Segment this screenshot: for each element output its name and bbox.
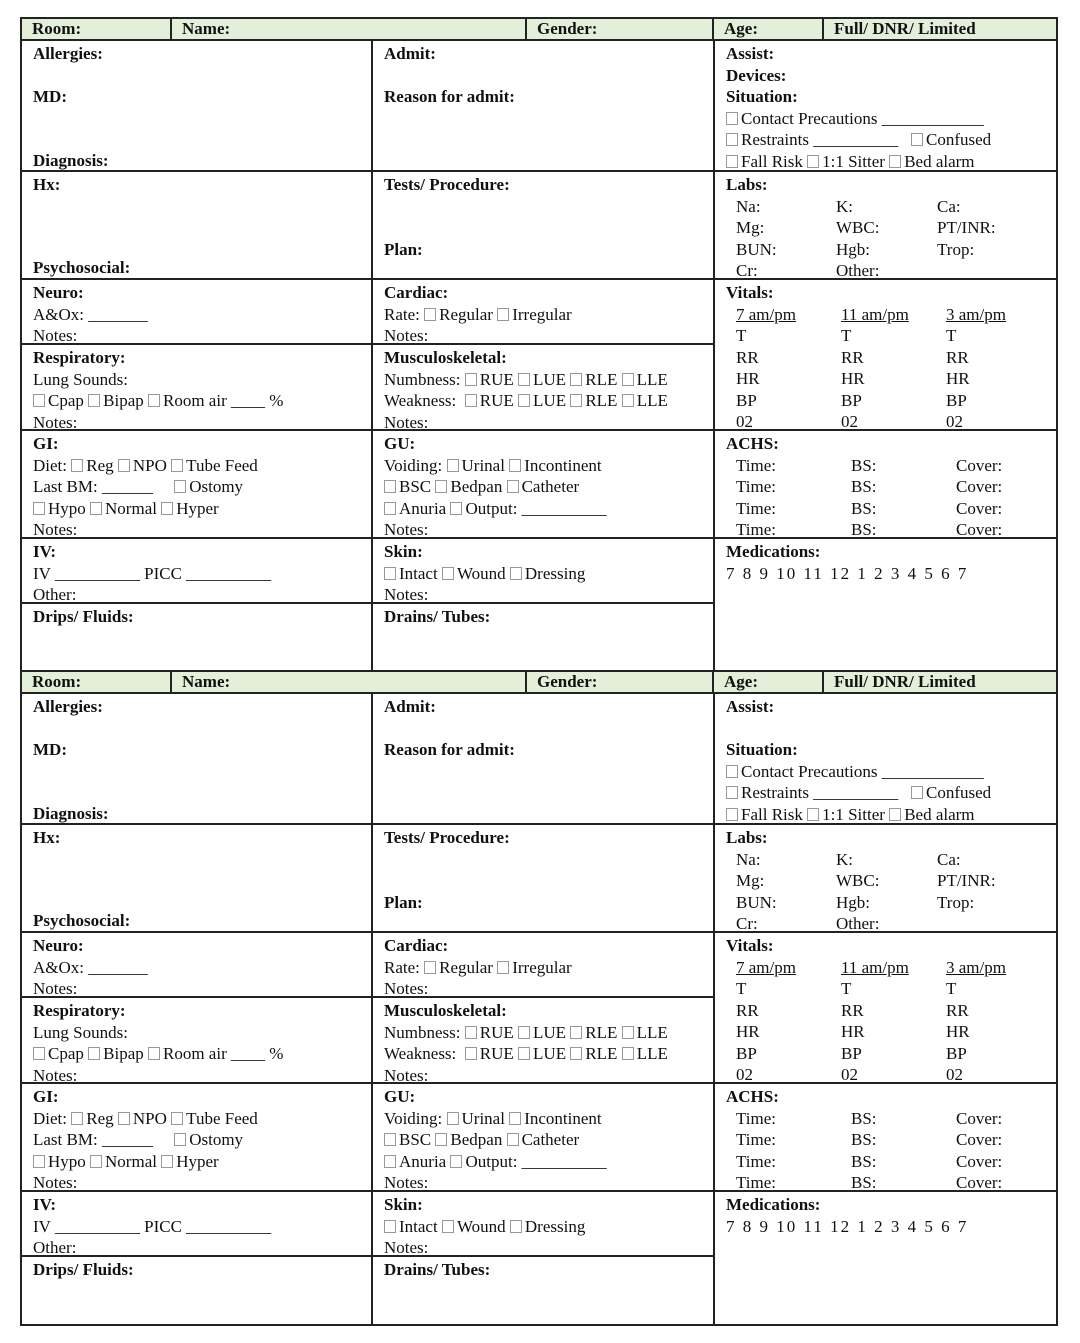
vital-time: 3 am/pm <box>946 957 1006 977</box>
checkbox[interactable] <box>384 567 396 580</box>
checkbox[interactable] <box>384 1133 396 1146</box>
lab-item: Hgb: <box>836 239 870 259</box>
vital-row: RR <box>946 347 969 367</box>
checkbox[interactable] <box>622 394 634 407</box>
neuro-cell[interactable] <box>22 933 373 998</box>
hx-label: Hx: <box>33 175 61 194</box>
devices-label <box>726 718 1056 740</box>
checkbox[interactable] <box>570 1047 582 1060</box>
checkbox[interactable] <box>465 1026 477 1039</box>
md-label: MD: <box>33 739 67 759</box>
musculoskeletal-cell[interactable]: Musculoskeletal: Numbness: RUE LUE RLE LLE Weakness: RUE LUE RLE LLE Notes: <box>373 345 715 431</box>
achs-label: ACHS: <box>726 434 779 453</box>
vital-row: 02 <box>736 1065 753 1084</box>
iv-other: Other: <box>33 1238 77 1257</box>
vitals-cell[interactable] <box>715 280 1056 431</box>
checkbox[interactable] <box>171 459 183 472</box>
lab-item: Ca: <box>937 849 961 869</box>
achs-cell[interactable] <box>715 431 1056 539</box>
neuro-notes: Notes: <box>33 326 78 345</box>
vital-row: HR <box>841 369 865 388</box>
lab-item: WBC: <box>836 871 880 890</box>
neuro-label: Neuro: <box>33 283 84 302</box>
devices-label: Devices: <box>726 65 787 85</box>
vital-row: 02 <box>736 412 753 431</box>
lab-item: Ca: <box>937 196 961 216</box>
skin-label: Skin: <box>384 542 423 561</box>
checkbox[interactable] <box>497 961 509 974</box>
checkbox[interactable] <box>726 786 738 799</box>
vital-row: BP <box>841 390 862 410</box>
checkbox[interactable] <box>435 1133 447 1146</box>
gi-cell[interactable]: GI: Diet: Reg NPO Tube Feed Last BM: ______ Ostomy Hypo Normal Hyper Notes: <box>22 1084 373 1192</box>
vital-row: HR <box>946 369 970 388</box>
labs-grid <box>726 849 1056 935</box>
vital-row: 02 <box>946 1065 963 1084</box>
drains-label: Drains/ Tubes: <box>384 607 491 626</box>
labs-cell[interactable] <box>715 172 1056 280</box>
achs-cover: Cover: <box>956 1130 1003 1149</box>
aox-field: A&Ox: _______ <box>33 957 148 977</box>
achs-grid <box>726 1108 1056 1194</box>
achs-cover: Cover: <box>956 520 1003 539</box>
gu-cell[interactable]: GU: Voiding: Urinal Incontinent BSC Bedpan Catheter Anuria Output: __________ Notes: <box>373 431 715 539</box>
achs-bs: BS: <box>851 477 877 496</box>
lab-item: K: <box>836 849 853 869</box>
lab-item: Trop: <box>937 239 975 259</box>
lung-sounds-label: Lung Sounds: <box>33 1022 128 1042</box>
vitals-label: Vitals: <box>726 936 774 955</box>
skin-notes: Notes: <box>384 585 429 604</box>
gender-field[interactable]: Gender: <box>527 19 714 39</box>
code-status-field[interactable]: Full/ DNR/ Limited <box>834 19 976 38</box>
respiratory-notes: Notes: <box>33 1065 78 1085</box>
achs-time: Time: <box>736 1108 777 1128</box>
tests-label: Tests/ Procedure: <box>384 828 510 847</box>
checkbox[interactable] <box>807 808 819 821</box>
vital-row: BP <box>736 1043 757 1063</box>
lab-item: PT/INR: <box>937 218 996 237</box>
vital-row: 02 <box>841 1065 858 1084</box>
cardiac-label: Cardiac: <box>384 283 449 302</box>
checkbox[interactable] <box>726 808 738 821</box>
gu-notes: Notes: <box>384 520 429 539</box>
checkbox[interactable] <box>384 1155 396 1168</box>
vitals-grid <box>726 304 1056 433</box>
checkbox[interactable] <box>911 786 923 799</box>
musculoskeletal-notes: Notes: <box>384 1065 429 1085</box>
checkbox[interactable] <box>518 1026 530 1039</box>
checkbox[interactable] <box>171 1112 183 1125</box>
checkbox[interactable] <box>71 1112 83 1125</box>
vital-time: 7 am/pm <box>736 957 796 977</box>
assist-label: Assist: <box>726 697 775 716</box>
checkbox[interactable] <box>148 1047 160 1060</box>
checkbox[interactable] <box>447 1112 459 1125</box>
achs-label: ACHS: <box>726 1087 779 1106</box>
neuro-notes: Notes: <box>33 979 78 998</box>
lab-item: K: <box>836 196 853 216</box>
checkbox[interactable] <box>174 1133 186 1146</box>
vital-row: T <box>946 326 957 345</box>
gender-field[interactable]: Gender: <box>527 672 714 692</box>
situation-cell[interactable]: Assist: Situation: Contact Precautions ____________ Restraints __________ Confused Fall Risk 1:1 Sitter Bed alarm <box>715 694 1056 825</box>
achs-cell[interactable] <box>715 1084 1056 1192</box>
respiratory-label: Respiratory: <box>33 1001 126 1020</box>
achs-bs: BS: <box>851 520 877 539</box>
vital-time: 7 am/pm <box>736 304 796 324</box>
checkbox[interactable] <box>465 373 477 386</box>
reason-label: Reason for admit: <box>384 739 515 759</box>
vital-row: RR <box>946 1000 969 1020</box>
vital-row: T <box>946 979 957 998</box>
cardiac-notes: Notes: <box>384 326 429 345</box>
age-field[interactable]: Age: <box>714 19 824 39</box>
checkbox[interactable] <box>118 459 130 472</box>
checkbox[interactable] <box>424 308 436 321</box>
situation-cell[interactable]: Assist: Devices: Situation: Contact Precautions ____________ Restraints __________ Confused Fall Risk 1:1 Sitter Bed alarm <box>715 41 1056 172</box>
vital-row: BP <box>946 1043 967 1063</box>
labs-cell[interactable] <box>715 825 1056 933</box>
musculoskeletal-notes: Notes: <box>384 412 429 432</box>
vital-row: HR <box>736 1022 760 1041</box>
achs-bs: BS: <box>851 1130 877 1149</box>
gu-label: GU: <box>384 1087 416 1106</box>
diagnosis-label: Diagnosis: <box>33 804 109 823</box>
musculoskeletal-cell[interactable]: Musculoskeletal: Numbness: RUE LUE RLE LLE Weakness: RUE LUE RLE LLE Notes: <box>373 998 715 1084</box>
checkbox[interactable] <box>510 1220 522 1233</box>
achs-time: Time: <box>736 520 777 539</box>
vital-time: 11 am/pm <box>841 304 909 324</box>
checkbox[interactable] <box>384 480 396 493</box>
skin-cell[interactable]: Skin: Intact Wound Dressing Notes: <box>373 539 715 604</box>
vital-row: T <box>841 326 852 345</box>
hx-cell[interactable] <box>22 825 373 933</box>
lab-item: Mg: <box>736 871 765 890</box>
lab-item: Cr: <box>736 914 758 933</box>
checkbox[interactable] <box>90 1155 102 1168</box>
achs-cover: Cover: <box>956 477 1003 496</box>
checkbox[interactable] <box>450 1155 462 1168</box>
drips-cell[interactable] <box>22 1257 373 1324</box>
age-field[interactable]: Age: <box>714 672 824 692</box>
iv-cell[interactable] <box>22 1192 373 1257</box>
checkbox[interactable] <box>33 1155 45 1168</box>
lab-item: BUN: <box>736 892 777 912</box>
gi-label: GI: <box>33 434 59 453</box>
achs-cover: Cover: <box>956 1173 1003 1192</box>
checkbox[interactable] <box>510 567 522 580</box>
achs-grid <box>726 455 1056 541</box>
situation-label: Situation: <box>726 740 798 759</box>
checkbox[interactable] <box>435 480 447 493</box>
vital-row: RR <box>736 1000 759 1020</box>
vital-row: T <box>841 979 852 998</box>
achs-cover: Cover: <box>956 498 1003 518</box>
checkbox[interactable] <box>465 1047 477 1060</box>
hx-cell[interactable] <box>22 172 373 280</box>
achs-bs: BS: <box>851 455 877 475</box>
gi-notes: Notes: <box>33 520 78 539</box>
respiratory-cell[interactable]: Respiratory: Lung Sounds: Cpap Bipap Room air ____ % Notes: <box>22 998 373 1084</box>
vital-row: 02 <box>946 412 963 431</box>
vitals-cell[interactable] <box>715 933 1056 1084</box>
drains-cell[interactable] <box>373 1257 715 1324</box>
musculoskeletal-label: Musculoskeletal: <box>384 348 507 367</box>
cardiac-notes: Notes: <box>384 979 429 998</box>
achs-bs: BS: <box>851 498 877 518</box>
respiratory-notes: Notes: <box>33 412 78 432</box>
vitals-label: Vitals: <box>726 283 774 302</box>
checkbox[interactable] <box>726 133 738 146</box>
report-sheet <box>20 670 1058 1326</box>
vital-row: 02 <box>841 412 858 431</box>
achs-cover: Cover: <box>956 455 1003 475</box>
iv-label: IV: <box>33 542 56 561</box>
allergies-label: Allergies: <box>33 44 103 63</box>
diagnosis-label: Diagnosis: <box>33 151 109 170</box>
lab-item: Other: <box>836 261 880 280</box>
psychosocial-label: Psychosocial: <box>33 910 131 930</box>
header-row <box>22 19 1056 41</box>
checkbox[interactable] <box>424 961 436 974</box>
lab-item: Cr: <box>736 261 758 280</box>
vital-row: T <box>736 979 747 998</box>
name-field[interactable]: Name: <box>172 672 527 692</box>
gu-label: GU: <box>384 434 416 453</box>
tests-cell[interactable] <box>373 825 715 933</box>
checkbox[interactable] <box>450 502 462 515</box>
iv-line-field: IV __________ PICC __________ <box>33 1216 272 1236</box>
cardiac-label: Cardiac: <box>384 936 449 955</box>
allergies-md-cell[interactable] <box>22 694 373 825</box>
checkbox[interactable] <box>88 394 100 407</box>
aox-field: A&Ox: _______ <box>33 304 148 324</box>
iv-other: Other: <box>33 585 77 604</box>
iv-line-field: IV __________ PICC __________ <box>33 563 272 583</box>
gi-cell[interactable]: GI: Diet: Reg NPO Tube Feed Last BM: ______ Ostomy Hypo Normal Hyper Notes: <box>22 431 373 539</box>
checkbox[interactable] <box>161 1155 173 1168</box>
drains-cell[interactable] <box>373 604 715 671</box>
checkbox[interactable] <box>442 1220 454 1233</box>
checkbox[interactable] <box>518 394 530 407</box>
plan-label: Plan: <box>384 892 423 912</box>
md-label: MD: <box>33 86 67 106</box>
vital-row: BP <box>841 1043 862 1063</box>
neuro-label: Neuro: <box>33 936 84 955</box>
checkbox[interactable] <box>570 394 582 407</box>
iv-cell[interactable] <box>22 539 373 604</box>
reason-label: Reason for admit: <box>384 86 515 106</box>
lab-item: Mg: <box>736 218 765 237</box>
neuro-cell[interactable] <box>22 280 373 345</box>
musculoskeletal-label: Musculoskeletal: <box>384 1001 507 1020</box>
psychosocial-label: Psychosocial: <box>33 257 131 277</box>
iv-label: IV: <box>33 1195 56 1214</box>
vital-time: 11 am/pm <box>841 957 909 977</box>
skin-cell[interactable]: Skin: Intact Wound Dressing Notes: <box>373 1192 715 1257</box>
checkbox[interactable] <box>33 1047 45 1060</box>
labs-grid <box>726 196 1056 282</box>
checkbox[interactable] <box>118 1112 130 1125</box>
checkbox[interactable] <box>497 308 509 321</box>
lab-item <box>937 260 1037 282</box>
vital-row: BP <box>736 390 757 410</box>
checkbox[interactable] <box>90 502 102 515</box>
checkbox[interactable] <box>622 1026 634 1039</box>
respiratory-label: Respiratory: <box>33 348 126 367</box>
achs-time: Time: <box>736 1173 777 1192</box>
lab-item: Na: <box>736 849 761 869</box>
vital-row: RR <box>841 1000 864 1020</box>
checkbox[interactable] <box>509 1112 521 1125</box>
checkbox[interactable] <box>889 808 901 821</box>
labs-label: Labs: <box>726 175 768 194</box>
lung-sounds-label: Lung Sounds: <box>33 369 128 389</box>
skin-label: Skin: <box>384 1195 423 1214</box>
drips-cell[interactable] <box>22 604 373 671</box>
checkbox[interactable] <box>447 459 459 472</box>
checkbox[interactable] <box>622 1047 634 1060</box>
achs-bs: BS: <box>851 1151 877 1171</box>
room-field[interactable]: Room: <box>22 672 172 692</box>
achs-time: Time: <box>736 455 777 475</box>
medications-label: Medications: <box>726 1195 821 1214</box>
admit-cell[interactable] <box>373 41 715 172</box>
tests-label: Tests/ Procedure: <box>384 175 510 194</box>
checkbox[interactable] <box>570 373 582 386</box>
vital-time: 3 am/pm <box>946 304 1006 324</box>
vital-row: HR <box>946 1022 970 1041</box>
lab-item: Hgb: <box>836 892 870 912</box>
checkbox[interactable] <box>33 502 45 515</box>
checkbox[interactable] <box>174 480 186 493</box>
lab-item: WBC: <box>836 218 880 237</box>
admit-cell[interactable] <box>373 694 715 825</box>
code-status-field[interactable]: Full/ DNR/ Limited <box>834 672 976 691</box>
allergies-label: Allergies: <box>33 697 103 716</box>
medications-label: Medications: <box>726 542 821 561</box>
admit-label: Admit: <box>384 697 436 716</box>
checkbox[interactable] <box>911 133 923 146</box>
tests-cell[interactable] <box>373 172 715 280</box>
achs-bs: BS: <box>851 1173 877 1192</box>
checkbox[interactable] <box>71 459 83 472</box>
vital-row: T <box>736 326 747 345</box>
name-field[interactable]: Name: <box>172 19 527 39</box>
skin-notes: Notes: <box>384 1238 429 1257</box>
checkbox[interactable] <box>88 1047 100 1060</box>
drips-label: Drips/ Fluids: <box>33 1260 134 1279</box>
vital-row: RR <box>841 347 864 367</box>
achs-time: Time: <box>736 1130 777 1149</box>
medications-cell[interactable] <box>715 539 1056 671</box>
vital-row: HR <box>736 369 760 388</box>
labs-label: Labs: <box>726 828 768 847</box>
gu-cell[interactable]: GU: Voiding: Urinal Incontinent BSC Bedpan Catheter Anuria Output: __________ Notes: <box>373 1084 715 1192</box>
checkbox[interactable] <box>33 394 45 407</box>
checkbox[interactable] <box>507 1133 519 1146</box>
lab-item: Trop: <box>937 892 975 912</box>
checkbox[interactable] <box>570 1026 582 1039</box>
room-field[interactable]: Room: <box>22 19 172 39</box>
situation-label: Situation: <box>726 87 798 106</box>
achs-time: Time: <box>736 498 777 518</box>
admit-label: Admit: <box>384 44 436 63</box>
checkbox[interactable] <box>161 502 173 515</box>
achs-cover: Cover: <box>956 1151 1003 1171</box>
assist-label: Assist: <box>726 44 775 63</box>
lab-item: BUN: <box>736 239 777 259</box>
checkbox[interactable] <box>442 567 454 580</box>
lab-item: Other: <box>836 914 880 933</box>
hx-label: Hx: <box>33 828 61 847</box>
lab-item: Na: <box>736 196 761 216</box>
vital-row: RR <box>736 347 759 367</box>
checkbox[interactable] <box>726 112 738 125</box>
achs-cover: Cover: <box>956 1108 1003 1128</box>
checkbox[interactable] <box>507 480 519 493</box>
checkbox[interactable] <box>889 155 901 168</box>
drains-label: Drains/ Tubes: <box>384 1260 491 1279</box>
checkbox[interactable] <box>148 394 160 407</box>
vital-row: HR <box>841 1022 865 1041</box>
cardiac-cell[interactable]: Cardiac: Rate: Regular Irregular Notes: <box>373 280 715 345</box>
checkbox[interactable] <box>518 373 530 386</box>
checkbox[interactable] <box>807 155 819 168</box>
checkbox[interactable] <box>518 1047 530 1060</box>
checkbox[interactable] <box>509 459 521 472</box>
gi-label: GI: <box>33 1087 59 1106</box>
achs-bs: BS: <box>851 1108 877 1128</box>
medications-cell[interactable] <box>715 1192 1056 1324</box>
checkbox[interactable] <box>384 1220 396 1233</box>
drips-label: Drips/ Fluids: <box>33 607 134 626</box>
checkbox[interactable] <box>384 502 396 515</box>
lab-item <box>937 913 1037 935</box>
lab-item: PT/INR: <box>937 871 996 890</box>
checkbox[interactable] <box>726 765 738 778</box>
report-sheet <box>20 17 1058 673</box>
checkbox[interactable] <box>622 373 634 386</box>
achs-time: Time: <box>736 1151 777 1171</box>
gu-notes: Notes: <box>384 1173 429 1192</box>
plan-label: Plan: <box>384 239 423 259</box>
allergies-md-cell[interactable] <box>22 41 373 172</box>
medication-hours: 7 8 9 10 11 12 1 2 3 4 5 6 7 <box>726 563 969 583</box>
cardiac-cell[interactable]: Cardiac: Rate: Regular Irregular Notes: <box>373 933 715 998</box>
vitals-grid <box>726 957 1056 1086</box>
respiratory-cell[interactable]: Respiratory: Lung Sounds: Cpap Bipap Room air ____ % Notes: <box>22 345 373 431</box>
header-row <box>22 672 1056 694</box>
vital-row: BP <box>946 390 967 410</box>
checkbox[interactable] <box>465 394 477 407</box>
achs-time: Time: <box>736 477 777 496</box>
gi-notes: Notes: <box>33 1173 78 1192</box>
checkbox[interactable] <box>726 155 738 168</box>
medication-hours: 7 8 9 10 11 12 1 2 3 4 5 6 7 <box>726 1216 969 1236</box>
